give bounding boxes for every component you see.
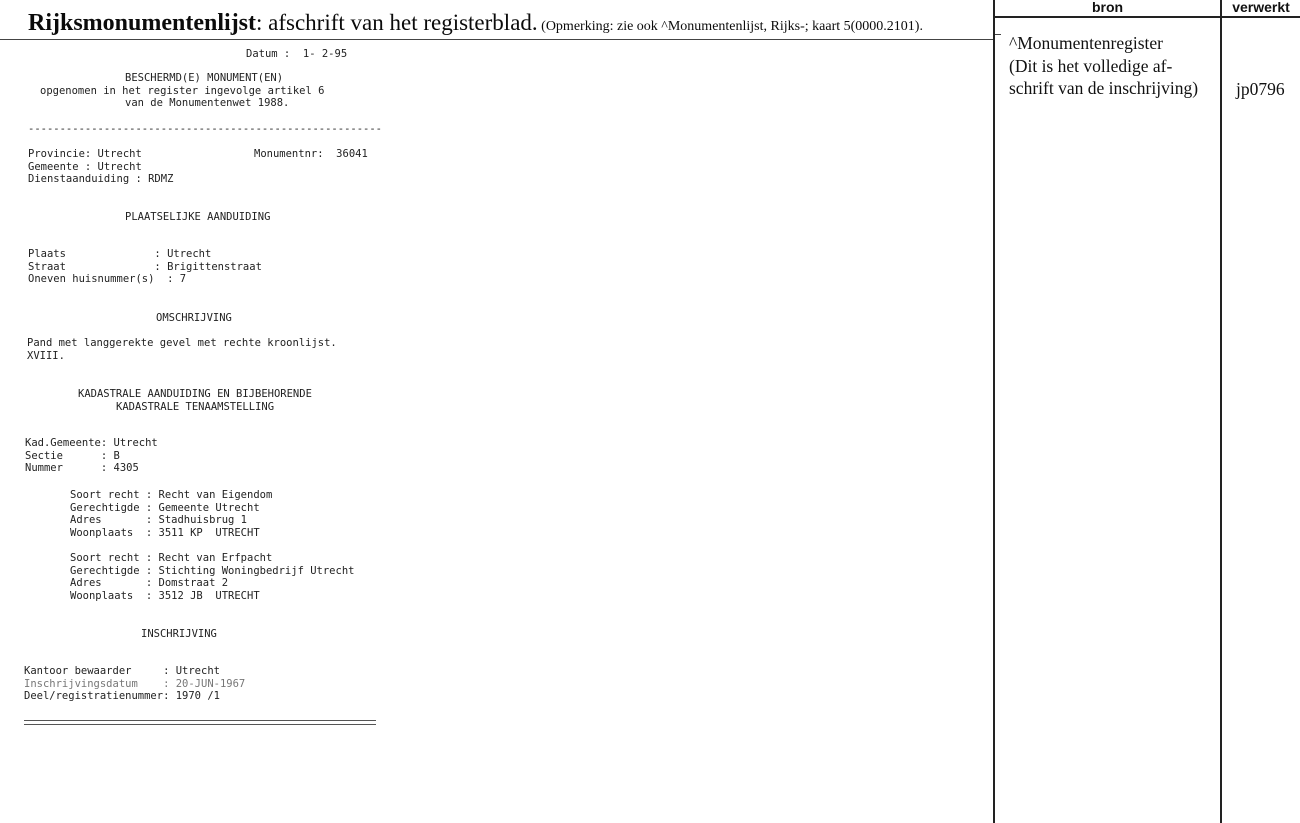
bron-line: (Dit is het volledige af- [1009, 55, 1173, 76]
register-heading: van de Monumentenwet 1988. [125, 97, 290, 109]
plaats: Plaats : Utrecht [28, 248, 212, 260]
title-rule [0, 39, 995, 40]
gemeente: Gemeente : Utrecht [28, 160, 142, 173]
nummer: Nummer : 4305 [25, 462, 139, 474]
section-heading: OMSCHRIJVING [156, 312, 232, 324]
recht-line: Gerechtigde : Gemeente Utrecht [70, 501, 260, 514]
recht-line: Woonplaats : 3511 KP UTRECHT [70, 526, 260, 539]
deel-registratienummer: Deel/registratienummer: 1970 /1 [24, 690, 220, 702]
monumentnr: Monumentnr: 36041 [254, 148, 368, 160]
column-divider-left [993, 0, 995, 823]
dash-separator: -------------------------------------------------------- [28, 123, 383, 135]
title-bold: Rijksmonumentenlijst [28, 10, 257, 36]
datum: Datum : 1- 2-95 [246, 48, 348, 60]
recht-line: Adres : Stadhuisbrug 1 [70, 514, 248, 526]
section-heading: KADASTRALE AANDUIDING EN BIJBEHORENDE [78, 388, 312, 400]
title-rest: : afschrift van het registerblad. [256, 10, 538, 35]
dienstaanduiding: Dienstaanduiding : RDMZ [28, 173, 174, 185]
kantoor-bewaarder: Kantoor bewaarder : Utrecht [24, 665, 220, 677]
recht-line: Soort recht : Recht van Erfpacht [70, 552, 273, 564]
straat: Straat : Brigittenstraat [28, 260, 262, 273]
kad-gemeente: Kad.Gemeente: Utrecht [25, 437, 158, 449]
column-divider-right [1220, 0, 1222, 823]
double-rule [24, 720, 376, 725]
bron-line: schrift van de inschrijving) [1009, 78, 1199, 98]
recht-line: Woonplaats : 3512 JB UTRECHT [70, 589, 260, 602]
section-heading: INSCHRIJVING [141, 628, 217, 640]
header-rule [993, 16, 1300, 18]
provincie: Provincie: Utrecht [28, 148, 142, 160]
column-header-verwerkt: verwerkt [1232, 0, 1290, 15]
omschrijving-line: XVIII. [27, 349, 65, 362]
register-heading: opgenomen in het register ingevolge artikel 6 [40, 84, 325, 97]
recht-line: Gerechtigde : Stichting Woningbedrijf Utrecht [70, 564, 355, 577]
verwerkt-code: jp0796 [1236, 79, 1285, 99]
huisnummer: Oneven huisnummer(s) : 7 [28, 273, 187, 285]
register-heading: BESCHERMD(E) MONUMENT(EN) [125, 72, 284, 84]
column-header-bron: bron [1091, 0, 1124, 15]
recht-line: Soort recht : Recht van Eigendom [70, 489, 273, 501]
sectie: Sectie : B [25, 449, 120, 462]
bron-text [1009, 32, 1217, 100]
page-title [28, 9, 990, 41]
bron-line: ^Monumentenregister [1009, 33, 1164, 53]
recht-line: Adres : Domstraat 2 [70, 577, 229, 589]
section-heading: KADASTRALE TENAAMSTELLING [116, 400, 275, 413]
title-note: (Opmerking: zie ook ^Monumentenlijst, Rijks-; kaart 5(0000.2101). [537, 19, 923, 34]
bron-tick [995, 34, 1001, 35]
omschrijving-line: Pand met langgerekte gevel met rechte kroonlijst. [27, 337, 337, 349]
inschrijvingsdatum: Inschrijvingsdatum : 20-JUN-1967 [24, 677, 246, 690]
section-heading: PLAATSELIJKE AANDUIDING [125, 211, 271, 223]
